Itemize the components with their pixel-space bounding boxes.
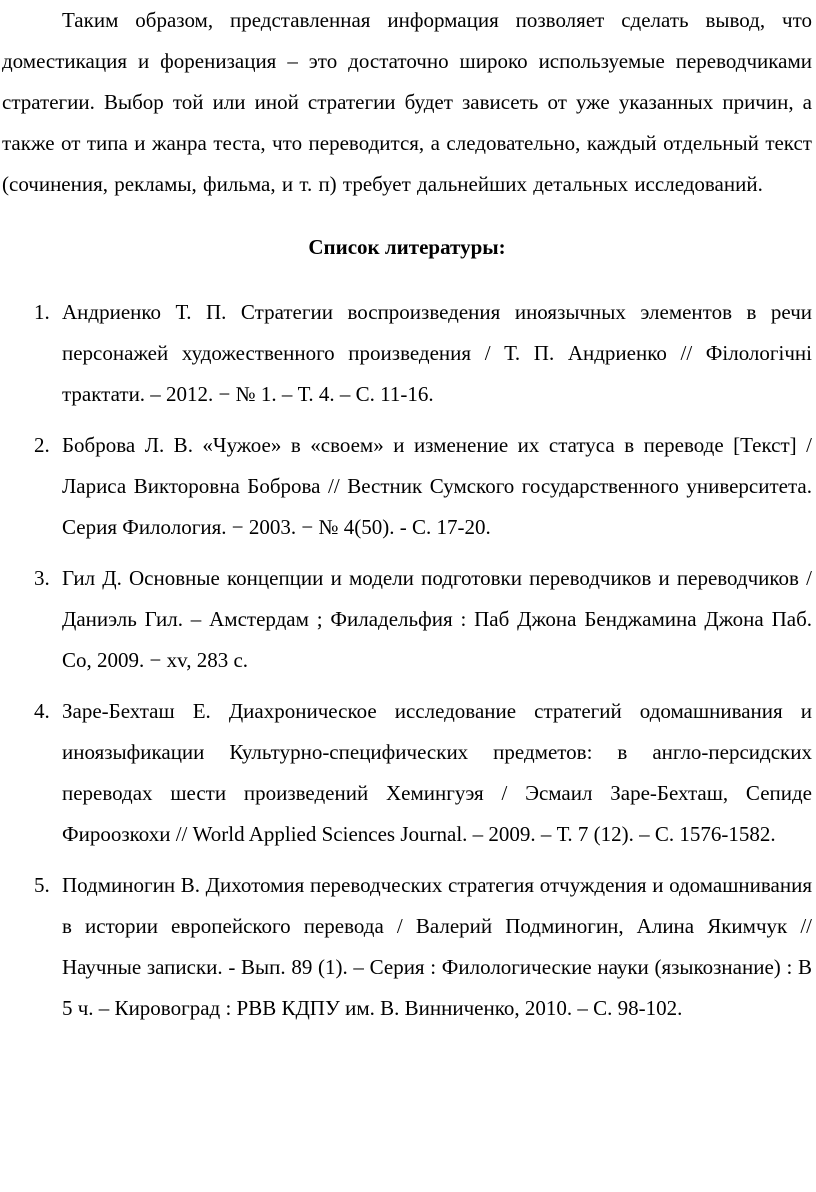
reference-text: Гил Д. Основные концепции и модели подготовки переводчиков и переводчиков / Даниэль Гил. – Амстердам ; Филадельфия : Паб Джона Бенджамина Джона Паб. Co, 2009. − xv, 283 с. xyxy=(62,566,812,672)
reference-number: 4. xyxy=(34,699,50,723)
reference-item xyxy=(2,691,812,855)
intro-paragraph: Таким образом, представленная информация позволяет сделать вывод, что доместикация и форенизация – это достаточно широко используемые переводчиками стратегии. Выбор той или иной стратегии будет зависеть от уже указанных причин, а также от типа и жанра теста, что переводится, а следовательно, каждый отдельный текст (сочинения, рекламы, фильма, и т. п) требует дальнейших детальных исследований. xyxy=(2,8,812,196)
reference-text: Подминогин В. Дихотомия переводческих стратегия отчуждения и одомашнивания в истории европейского перевода / Валерий Подминогин, Алина Якимчук // Научные записки. - Вып. 89 (1). – Серия : Филологические науки (языкознание) : В 5 ч. – Кировоград : РВВ КДПУ им. В. Винниченко, 2010. – С. 98-102. xyxy=(62,873,812,1020)
reference-item xyxy=(2,558,812,681)
reference-number: 2. xyxy=(34,433,50,457)
reference-text: Андриенко Т. П. Стратегии воспроизведения иноязычных элементов в речи персонажей художественного произведения / Т. П. Андриенко // Філологічні трактати. – 2012. − № 1. – Т. 4. – С. 11-16. xyxy=(62,300,812,406)
references-heading: Список литературы: xyxy=(308,235,506,259)
reference-number: 5. xyxy=(34,873,50,897)
reference-item xyxy=(2,865,812,1029)
reference-number: 1. xyxy=(34,300,50,324)
reference-item xyxy=(2,425,812,548)
references-list xyxy=(2,292,812,1029)
reference-text: Боброва Л. В. «Чужое» в «своем» и изменение их статуса в переводе [Текст] / Лариса Викторовна Боброва // Вестник Сумского государственного университета. Серия Филология. − 2003. − № 4(50). - С. 17-20. xyxy=(62,433,812,539)
reference-item xyxy=(2,292,812,415)
reference-number: 3. xyxy=(34,566,50,590)
reference-text: Заре-Бехташ Е. Диахроническое исследование стратегий одомашнивания и иноязыфикации Культурно-специфических предметов: в англо-персидских переводах шести произведений Хемингуэя / Эсмаил Заре-Бехташ, Сепиде Фироозкохи // World Applied Sciences Journal. – 2009. – Т. 7 (12). – С. 1576-1582. xyxy=(62,699,812,846)
